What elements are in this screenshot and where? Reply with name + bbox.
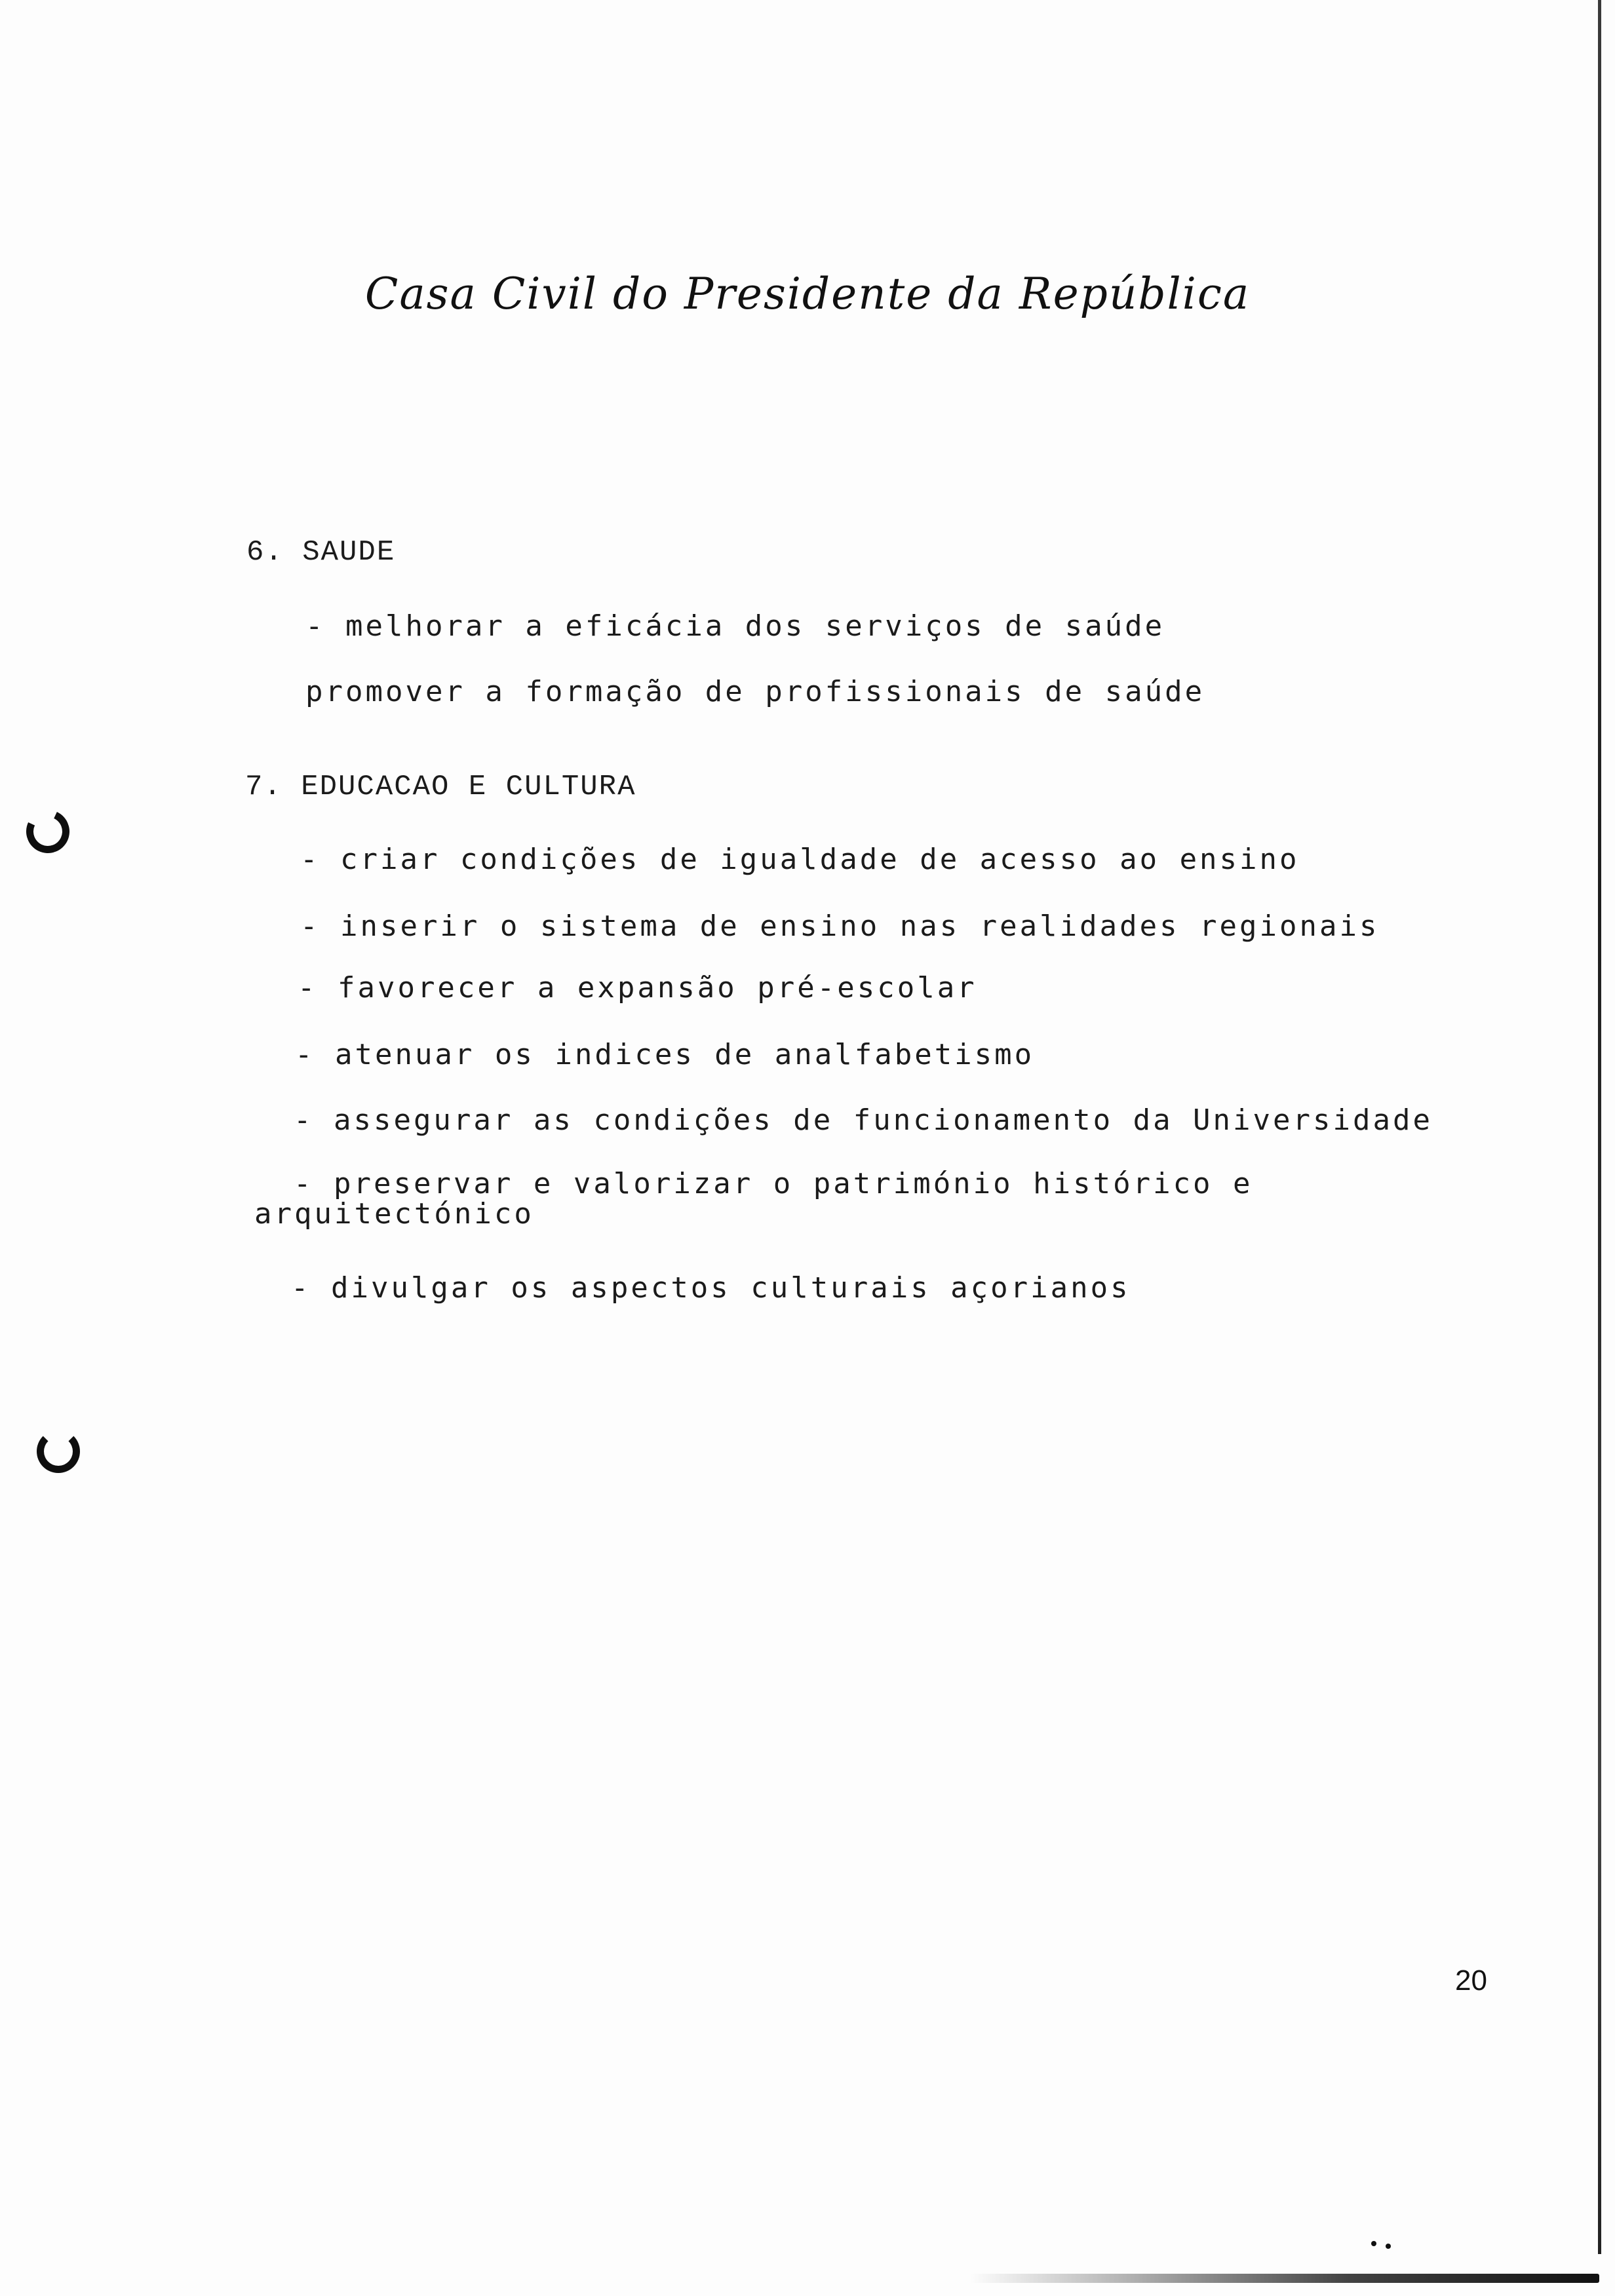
punch-hole-top (20, 804, 76, 860)
list-item: - divulgar os aspectos culturais açorianos (291, 1271, 1131, 1305)
list-item: - melhorar a eficácia dos serviços de saúde (305, 609, 1165, 643)
scan-speck (1386, 2244, 1391, 2249)
punch-hole-bottom (37, 1430, 80, 1473)
list-item: - assegurar as condições de funcionamento da Universidade (294, 1103, 1433, 1137)
scan-smudge (970, 2274, 1599, 2283)
list-item: - favorecer a expansão pré-escolar (298, 971, 977, 1004)
section-heading-educacao-cultura: 7. EDUCACAO E CULTURA (245, 771, 636, 803)
page-number: 20 (1455, 1964, 1487, 1997)
list-item: - atenuar os indices de analfabetismo (295, 1038, 1035, 1071)
list-item: - criar condições de igualdade de acesso ao ensino (300, 843, 1300, 876)
page-edge-shadow (1598, 0, 1601, 2254)
letterhead: Casa Civil do Presidente da República (364, 269, 1251, 319)
section-heading-saude: 6. SAUDE (246, 536, 396, 569)
list-item: - inserir o sistema de ensino nas realidades regionais (300, 909, 1380, 943)
list-item: promover a formação de profissionais de saúde (305, 675, 1205, 708)
list-item: - preservar e valorizar o património histórico e arquitectónico (254, 1167, 1253, 1231)
scan-speck (1371, 2241, 1376, 2246)
